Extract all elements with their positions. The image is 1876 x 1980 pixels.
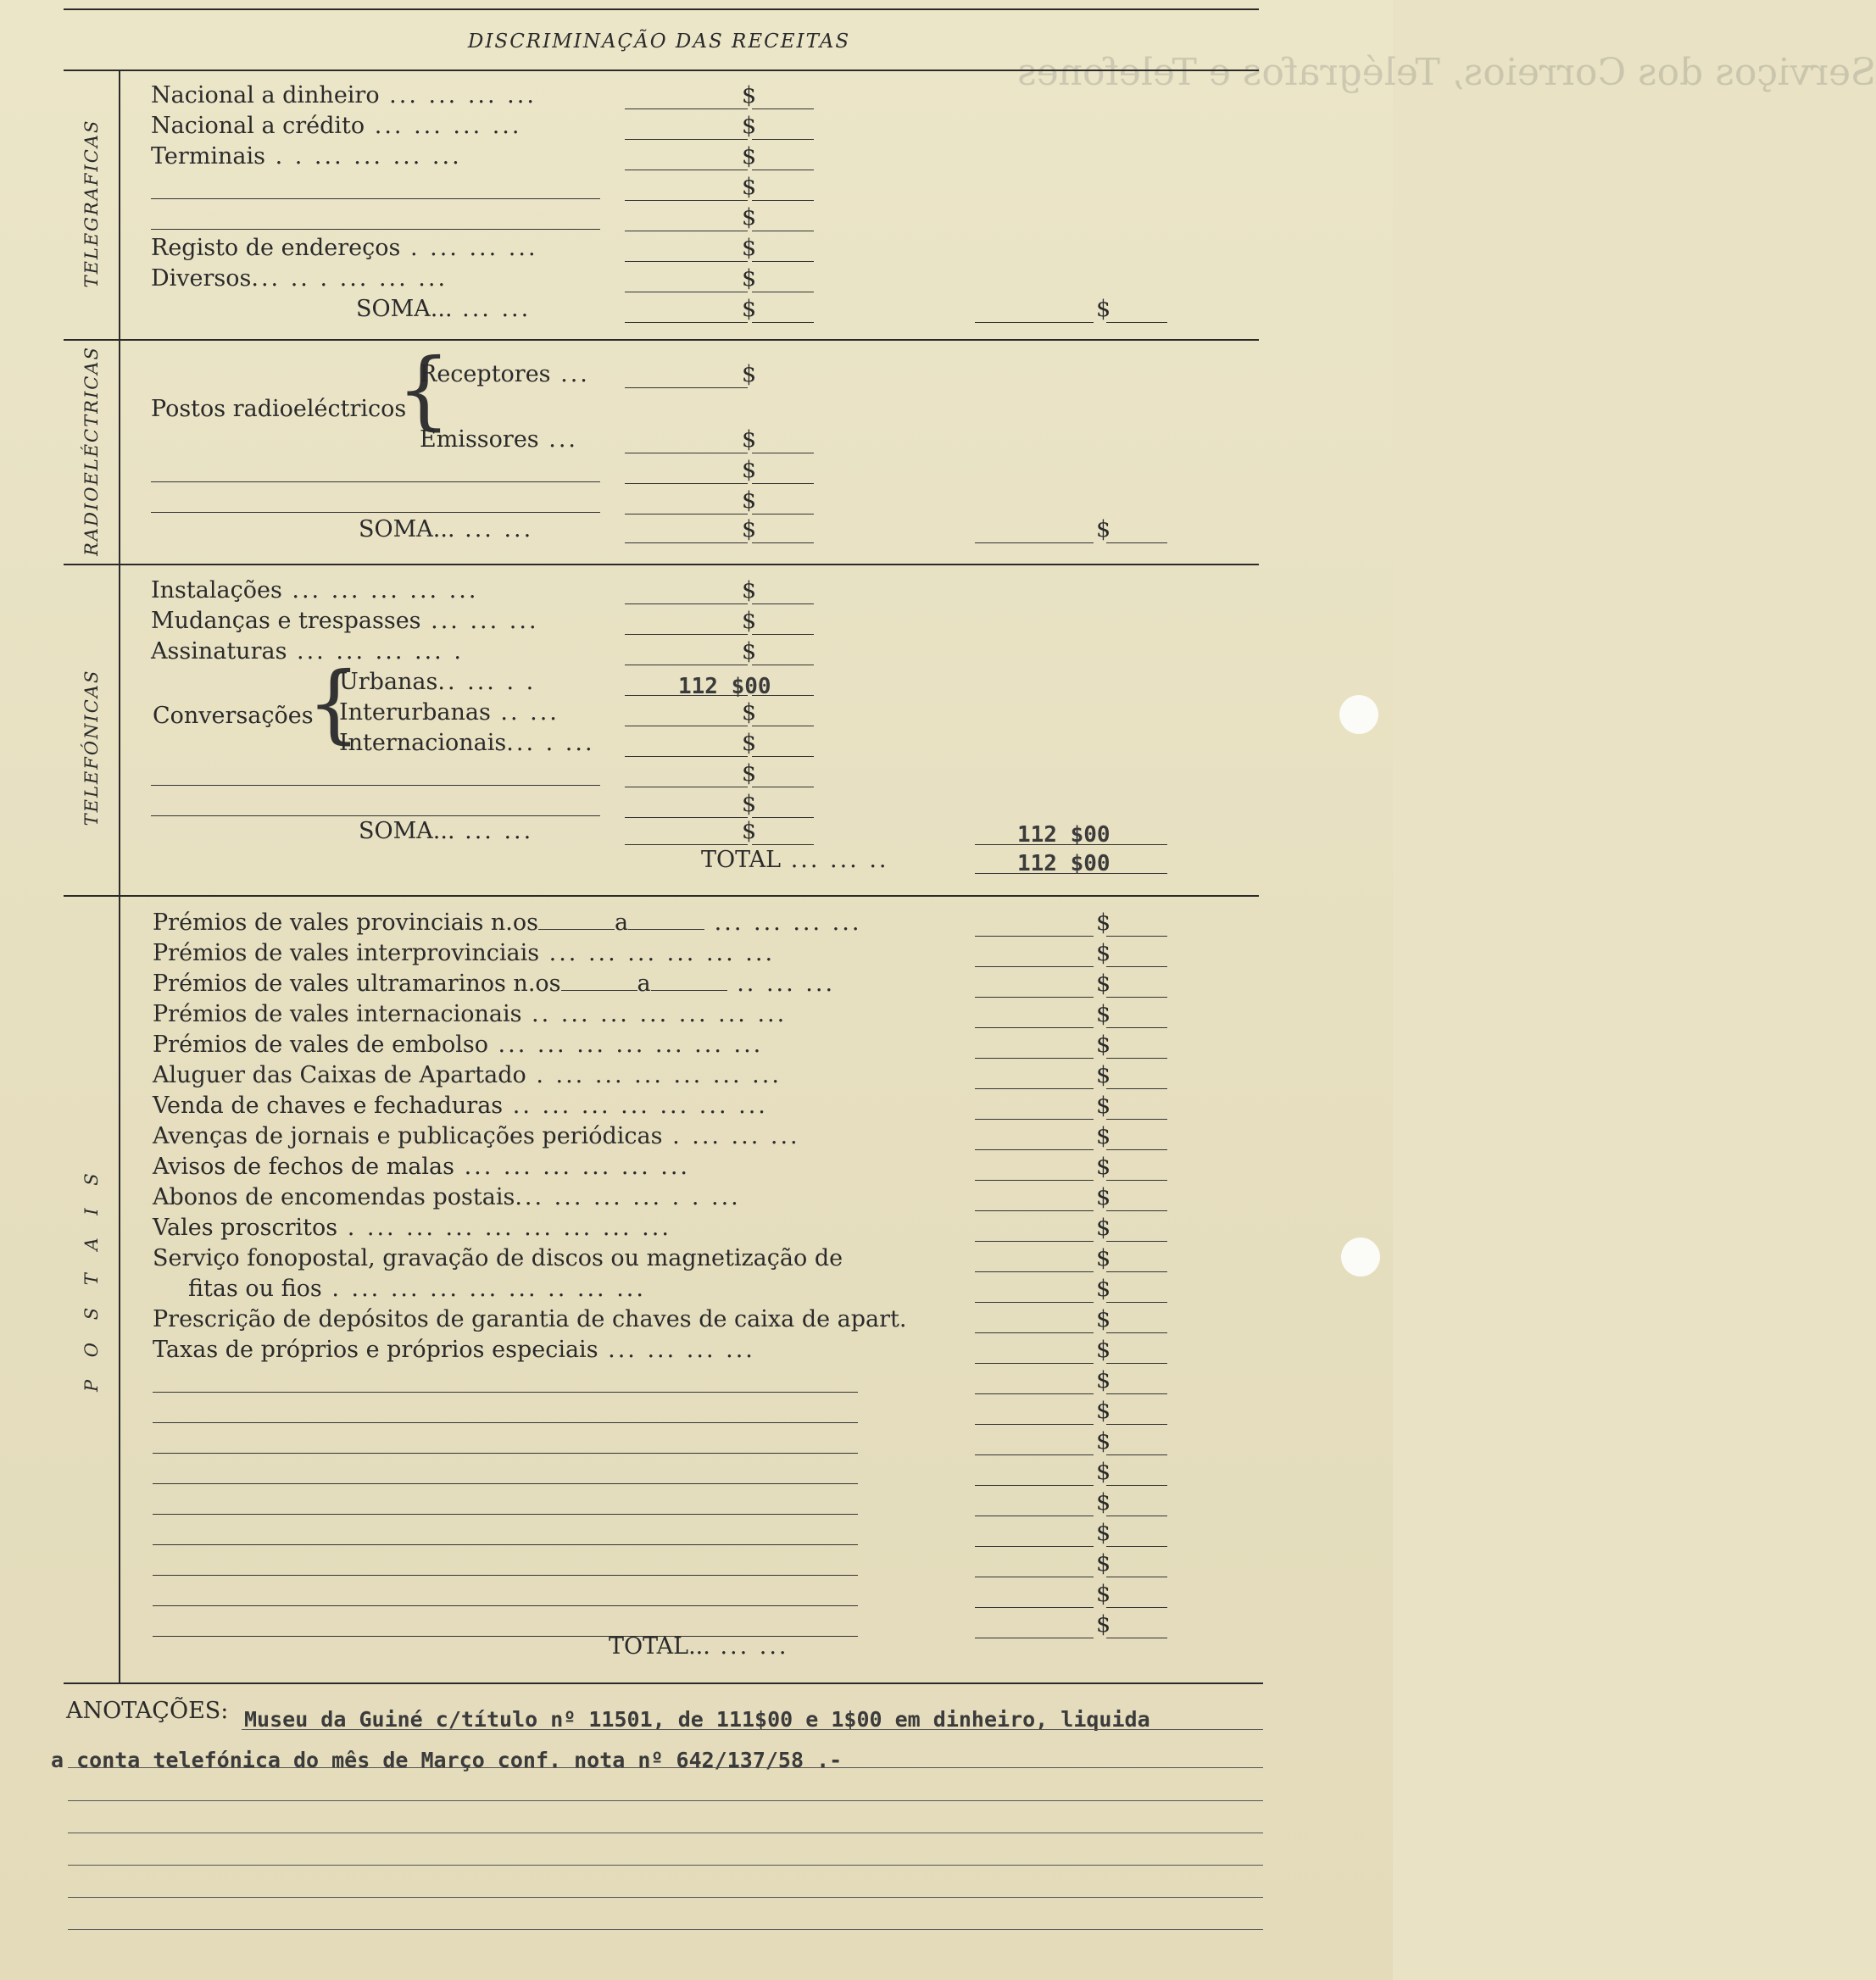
- row-aluguer-caixas: Aluguer das Caixas de Apartado . ... ... ... ... ... ...: [153, 1062, 782, 1088]
- currency-sign: $: [1096, 940, 1111, 966]
- cents-field: [1106, 1032, 1167, 1059]
- currency-sign: $: [1096, 296, 1111, 322]
- amount-field: [975, 1124, 1094, 1150]
- blank-line: [153, 1397, 858, 1423]
- amount-field: [625, 488, 748, 514]
- section-label-telefonicas: TELEFÓNICAS: [81, 669, 102, 826]
- bleed-through-text: Serviços dos Correios, Telégrafos e Telefones: [1017, 51, 1876, 94]
- annotation-line: [68, 1800, 1263, 1801]
- amount-field: [975, 297, 1094, 323]
- currency-sign: $: [1096, 1276, 1111, 1302]
- cents-field: [1106, 1307, 1167, 1333]
- currency-sign: $: [742, 791, 757, 817]
- currency-sign: $: [742, 730, 757, 756]
- amount-field: [625, 609, 748, 635]
- cents-field: [752, 731, 814, 757]
- currency-sign: $: [1096, 1245, 1111, 1271]
- currency-sign: $: [1096, 1611, 1111, 1638]
- blank-line: [153, 1458, 858, 1484]
- page-title: DISCRIMINAÇÃO DAS RECEITAS: [467, 31, 851, 53]
- currency-sign: $: [1096, 1032, 1111, 1058]
- cents-field: [752, 792, 814, 818]
- row-vales-internacionais: Prémios de vales internacionais .. ... ... ... ... ... ...: [153, 1001, 788, 1027]
- section-rule-4: [64, 1682, 1263, 1684]
- cents-field: [1106, 941, 1167, 967]
- amount-field: [975, 1338, 1094, 1364]
- blank-line: [151, 790, 600, 816]
- currency-sign: $: [1096, 1520, 1111, 1546]
- amount-field: [975, 1215, 1094, 1242]
- blank-line: [151, 759, 600, 786]
- total-telefonicas: TOTAL ... ... ..: [701, 847, 889, 873]
- cents-field: [1106, 910, 1167, 937]
- cents-field: [752, 297, 814, 323]
- cents-field: [752, 83, 814, 109]
- cents-field: [1106, 1063, 1167, 1089]
- annotation-line: [68, 1767, 1263, 1768]
- row-taxas-proprios: Taxas de próprios e próprios especiais ... ... ... ...: [153, 1337, 755, 1363]
- brace: {: [397, 340, 451, 439]
- currency-sign: $: [742, 426, 757, 453]
- cents-field: [752, 517, 814, 543]
- amount-field: [975, 1154, 1094, 1181]
- row-receptores: Receptores ...: [420, 361, 590, 387]
- amount-field: [975, 1246, 1094, 1272]
- row-vales-proscritos: Vales proscritos . ... ... ... ... ... ... ... ...: [153, 1215, 671, 1241]
- amount-field: [975, 1002, 1094, 1028]
- amount-field: [625, 114, 748, 140]
- annotation-line: [68, 1865, 1263, 1866]
- cents-field: [752, 761, 814, 787]
- anotacao-line-1: Museu da Guiné c/título nº 11501, de 111$00 e 1$00 em dinheiro, liquida: [244, 1707, 1150, 1732]
- cents-field: [1106, 1429, 1167, 1455]
- urbanas-value: 112 $00: [678, 674, 771, 699]
- currency-sign: $: [1096, 1489, 1111, 1516]
- currency-sign: $: [742, 699, 757, 726]
- currency-sign: $: [1096, 1215, 1111, 1241]
- row-interurbanas: Interurbanas .. ...: [339, 699, 559, 726]
- currency-sign: $: [742, 608, 757, 634]
- currency-sign: $: [1096, 1367, 1111, 1393]
- amount-field: [975, 910, 1094, 937]
- currency-sign: $: [1096, 1398, 1111, 1424]
- currency-sign: $: [742, 296, 757, 322]
- amount-field: [625, 266, 748, 292]
- amount-field: [975, 1307, 1094, 1333]
- currency-sign: $: [742, 760, 757, 787]
- section-rule-3: [64, 895, 1259, 897]
- currency-sign: $: [742, 265, 757, 292]
- row-vales-interprovinciais: Prémios de vales interprovinciais ... ... ... ... ... ...: [153, 940, 776, 966]
- currency-sign: $: [1096, 1062, 1111, 1088]
- amount-field: [975, 1582, 1094, 1608]
- cents-field: [752, 488, 814, 514]
- currency-sign: $: [742, 174, 757, 200]
- cents-field: [1106, 297, 1167, 323]
- total-telefonicas-value: 112 $00: [1017, 851, 1111, 876]
- cents-field: [752, 700, 814, 726]
- row-avisos-fechos: Avisos de fechos de malas ... ... ... ... ... ...: [153, 1154, 690, 1180]
- amount-field: [625, 700, 748, 726]
- punch-hole: [1341, 1238, 1380, 1276]
- blank-line: [153, 1366, 858, 1393]
- soma-radio: SOMA... ... ...: [359, 516, 534, 542]
- row-fitas-fios: fitas ou fios . ... ... ... ... ... .. ... ...: [188, 1276, 646, 1302]
- amount-field: [625, 427, 748, 453]
- row-internacionais: Internacionais... . ...: [339, 730, 595, 756]
- soma-telegraficas: SOMA... ... ...: [356, 296, 532, 322]
- section-label-telegraficas: TELEGRAFICAS: [81, 119, 102, 288]
- cents-field: [1106, 1215, 1167, 1242]
- currency-sign: $: [742, 113, 757, 139]
- cents-field: [752, 114, 814, 140]
- currency-sign: $: [1096, 1459, 1111, 1485]
- cents-field: [1106, 1612, 1167, 1638]
- cents-field: [1106, 517, 1167, 543]
- amount-field: [625, 205, 748, 231]
- total-postais: TOTAL... ... ...: [609, 1633, 789, 1660]
- top-border: [64, 8, 1259, 10]
- row-prescricao: Prescrição de depósitos de garantia de chaves de caixa de apart.: [153, 1306, 907, 1332]
- blank-line: [153, 1427, 858, 1454]
- currency-sign: $: [1096, 1550, 1111, 1577]
- blank-line: [153, 1519, 858, 1545]
- amount-field: [625, 83, 748, 109]
- cents-field: [752, 175, 814, 201]
- row-registo-enderecos: Registo de endereços . ... ... ...: [151, 235, 538, 261]
- currency-sign: $: [1096, 1001, 1111, 1027]
- section-rule-1: [64, 339, 1259, 341]
- amount-field: [975, 1276, 1094, 1303]
- cents-field: [1106, 1154, 1167, 1181]
- row-avencas: Avenças de jornais e publicações periódicas . ... ... ...: [153, 1123, 800, 1149]
- amount-field: [625, 639, 748, 665]
- amount-field: [975, 1185, 1094, 1211]
- row-emissores: Emissores ...: [420, 426, 578, 453]
- amount-field: [625, 175, 748, 201]
- postos-radioelectricos-label: Postos radioeléctricos: [151, 396, 407, 422]
- annotation-line: [242, 1729, 1263, 1730]
- amount-field: [625, 297, 748, 323]
- currency-sign: $: [742, 577, 757, 603]
- cents-field: [752, 819, 814, 845]
- amount-field: [975, 1368, 1094, 1394]
- currency-sign: $: [1096, 1154, 1111, 1180]
- section-rule-2: [64, 564, 1259, 565]
- row-terminais: Terminais . . ... ... ... ...: [151, 143, 462, 170]
- cents-field: [1106, 1276, 1167, 1303]
- currency-sign: $: [742, 361, 757, 387]
- blank-line: [151, 456, 600, 482]
- cents-field: [752, 205, 814, 231]
- amount-field: [975, 1093, 1094, 1120]
- row-urbanas: Urbanas.. ... . .: [339, 669, 537, 695]
- cents-field: [752, 266, 814, 292]
- cents-field: [1106, 1093, 1167, 1120]
- amount-field: [975, 1460, 1094, 1486]
- section-label-radio: RADIOELÉCTRICAS: [81, 346, 102, 556]
- cents-field: [1106, 1460, 1167, 1486]
- row-instalacoes: Instalações ... ... ... ... ...: [151, 577, 479, 603]
- amount-field: [975, 1521, 1094, 1547]
- currency-sign: $: [742, 82, 757, 108]
- cents-field: [752, 144, 814, 170]
- currency-sign: $: [1096, 1581, 1111, 1607]
- currency-sign: $: [742, 143, 757, 170]
- amount-field: [975, 1399, 1094, 1425]
- blank-line: [153, 1580, 858, 1606]
- punch-hole: [1339, 695, 1378, 734]
- row-vales-provinciais: Prémios de vales provinciais n.os a ... ... ... ...: [153, 909, 862, 936]
- cents-field: [752, 609, 814, 635]
- amount-field: [625, 458, 748, 484]
- currency-sign: $: [742, 818, 757, 844]
- amount-field: [625, 517, 748, 543]
- currency-sign: $: [1096, 971, 1111, 997]
- header-rule: [64, 70, 1259, 71]
- amount-field: [625, 731, 748, 757]
- cents-field: [1106, 971, 1167, 998]
- amount-field: [625, 578, 748, 604]
- blank-line: [151, 203, 600, 230]
- cents-field: [1106, 1551, 1167, 1577]
- currency-sign: $: [742, 638, 757, 665]
- currency-sign: $: [1096, 1428, 1111, 1454]
- currency-sign: $: [742, 204, 757, 231]
- cents-field: [752, 639, 814, 665]
- cents-field: [1106, 1246, 1167, 1272]
- section-divider-postais: [119, 895, 120, 1683]
- currency-sign: $: [742, 235, 757, 261]
- cents-field: [1106, 1368, 1167, 1394]
- cents-field: [752, 578, 814, 604]
- row-abonos: Abonos de encomendas postais... ... ... ... . . ...: [153, 1184, 741, 1210]
- blank-line: [153, 1549, 858, 1576]
- currency-sign: $: [1096, 1306, 1111, 1332]
- cents-field: [1106, 1338, 1167, 1364]
- amount-field: [625, 144, 748, 170]
- brace: {: [307, 654, 361, 753]
- cents-field: [752, 427, 814, 453]
- amount-field: [975, 1063, 1094, 1089]
- section-divider: [119, 70, 120, 895]
- cents-field: [1106, 1490, 1167, 1516]
- row-fonopostal: Serviço fonopostal, gravação de discos ou magnetização de: [153, 1245, 843, 1271]
- amount-field: [975, 941, 1094, 967]
- blank-line: [151, 487, 600, 513]
- amount-field: [625, 792, 748, 818]
- amount-field: [975, 1429, 1094, 1455]
- amount-field: [975, 1612, 1094, 1638]
- cents-field: [1106, 1124, 1167, 1150]
- annotation-line: [68, 1897, 1263, 1898]
- currency-sign: $: [1096, 1337, 1111, 1363]
- amount-field: [625, 761, 748, 787]
- row-vales-embolso: Prémios de vales de embolso ... ... ... ... ... ... ...: [153, 1032, 764, 1058]
- currency-sign: $: [1096, 909, 1111, 936]
- blank-line: [151, 173, 600, 199]
- currency-sign: $: [1096, 516, 1111, 542]
- amount-field: [975, 1032, 1094, 1059]
- amount-field: [975, 971, 1094, 998]
- annotation-line: [68, 1929, 1263, 1930]
- anotacao-line-2: a conta telefónica do mês de Março conf. nota nº 642/137/58 .-: [51, 1748, 843, 1772]
- amount-field: [625, 362, 748, 388]
- section-label-postais: P O S T A I S: [81, 1165, 102, 1392]
- cents-field: [1106, 1521, 1167, 1547]
- cents-field: [1106, 1002, 1167, 1028]
- row-nacional-credito: Nacional a crédito ... ... ... ...: [151, 113, 522, 139]
- row-mudancas: Mudanças e trespasses ... ... ...: [151, 608, 539, 634]
- amount-field: [975, 517, 1094, 543]
- currency-sign: $: [742, 516, 757, 542]
- amount-field: [975, 1490, 1094, 1516]
- soma-telefonicas: SOMA... ... ...: [359, 818, 534, 844]
- cents-field: [1106, 1582, 1167, 1608]
- currency-sign: $: [1096, 1093, 1111, 1119]
- cents-field: [752, 236, 814, 262]
- anotacoes-label: ANOTAÇÕES:: [66, 1698, 229, 1724]
- amount-field: [625, 819, 748, 845]
- amount-field: [975, 1551, 1094, 1577]
- row-venda-chaves: Venda de chaves e fechaduras .. ... ... ... ... ... ...: [153, 1093, 768, 1119]
- currency-sign: $: [1096, 1123, 1111, 1149]
- conversacoes-label: Conversações: [153, 703, 314, 729]
- amount-field: [625, 236, 748, 262]
- cents-field: [1106, 1185, 1167, 1211]
- row-nacional-dinheiro: Nacional a dinheiro ... ... ... ...: [151, 82, 537, 108]
- currency-sign: $: [742, 457, 757, 483]
- cents-field: [1106, 1399, 1167, 1425]
- row-diversos: Diversos... .. . ... ... ...: [151, 265, 448, 292]
- row-assinaturas: Assinaturas ... ... ... ... .: [151, 638, 464, 665]
- blank-line: [153, 1488, 858, 1515]
- row-vales-ultramarinos: Prémios de vales ultramarinos n.os a .. ... ...: [153, 971, 836, 997]
- currency-sign: $: [1096, 1184, 1111, 1210]
- soma-telefonicas-value: 112 $00: [1017, 822, 1111, 848]
- currency-sign: $: [742, 487, 757, 514]
- cents-field: [752, 458, 814, 484]
